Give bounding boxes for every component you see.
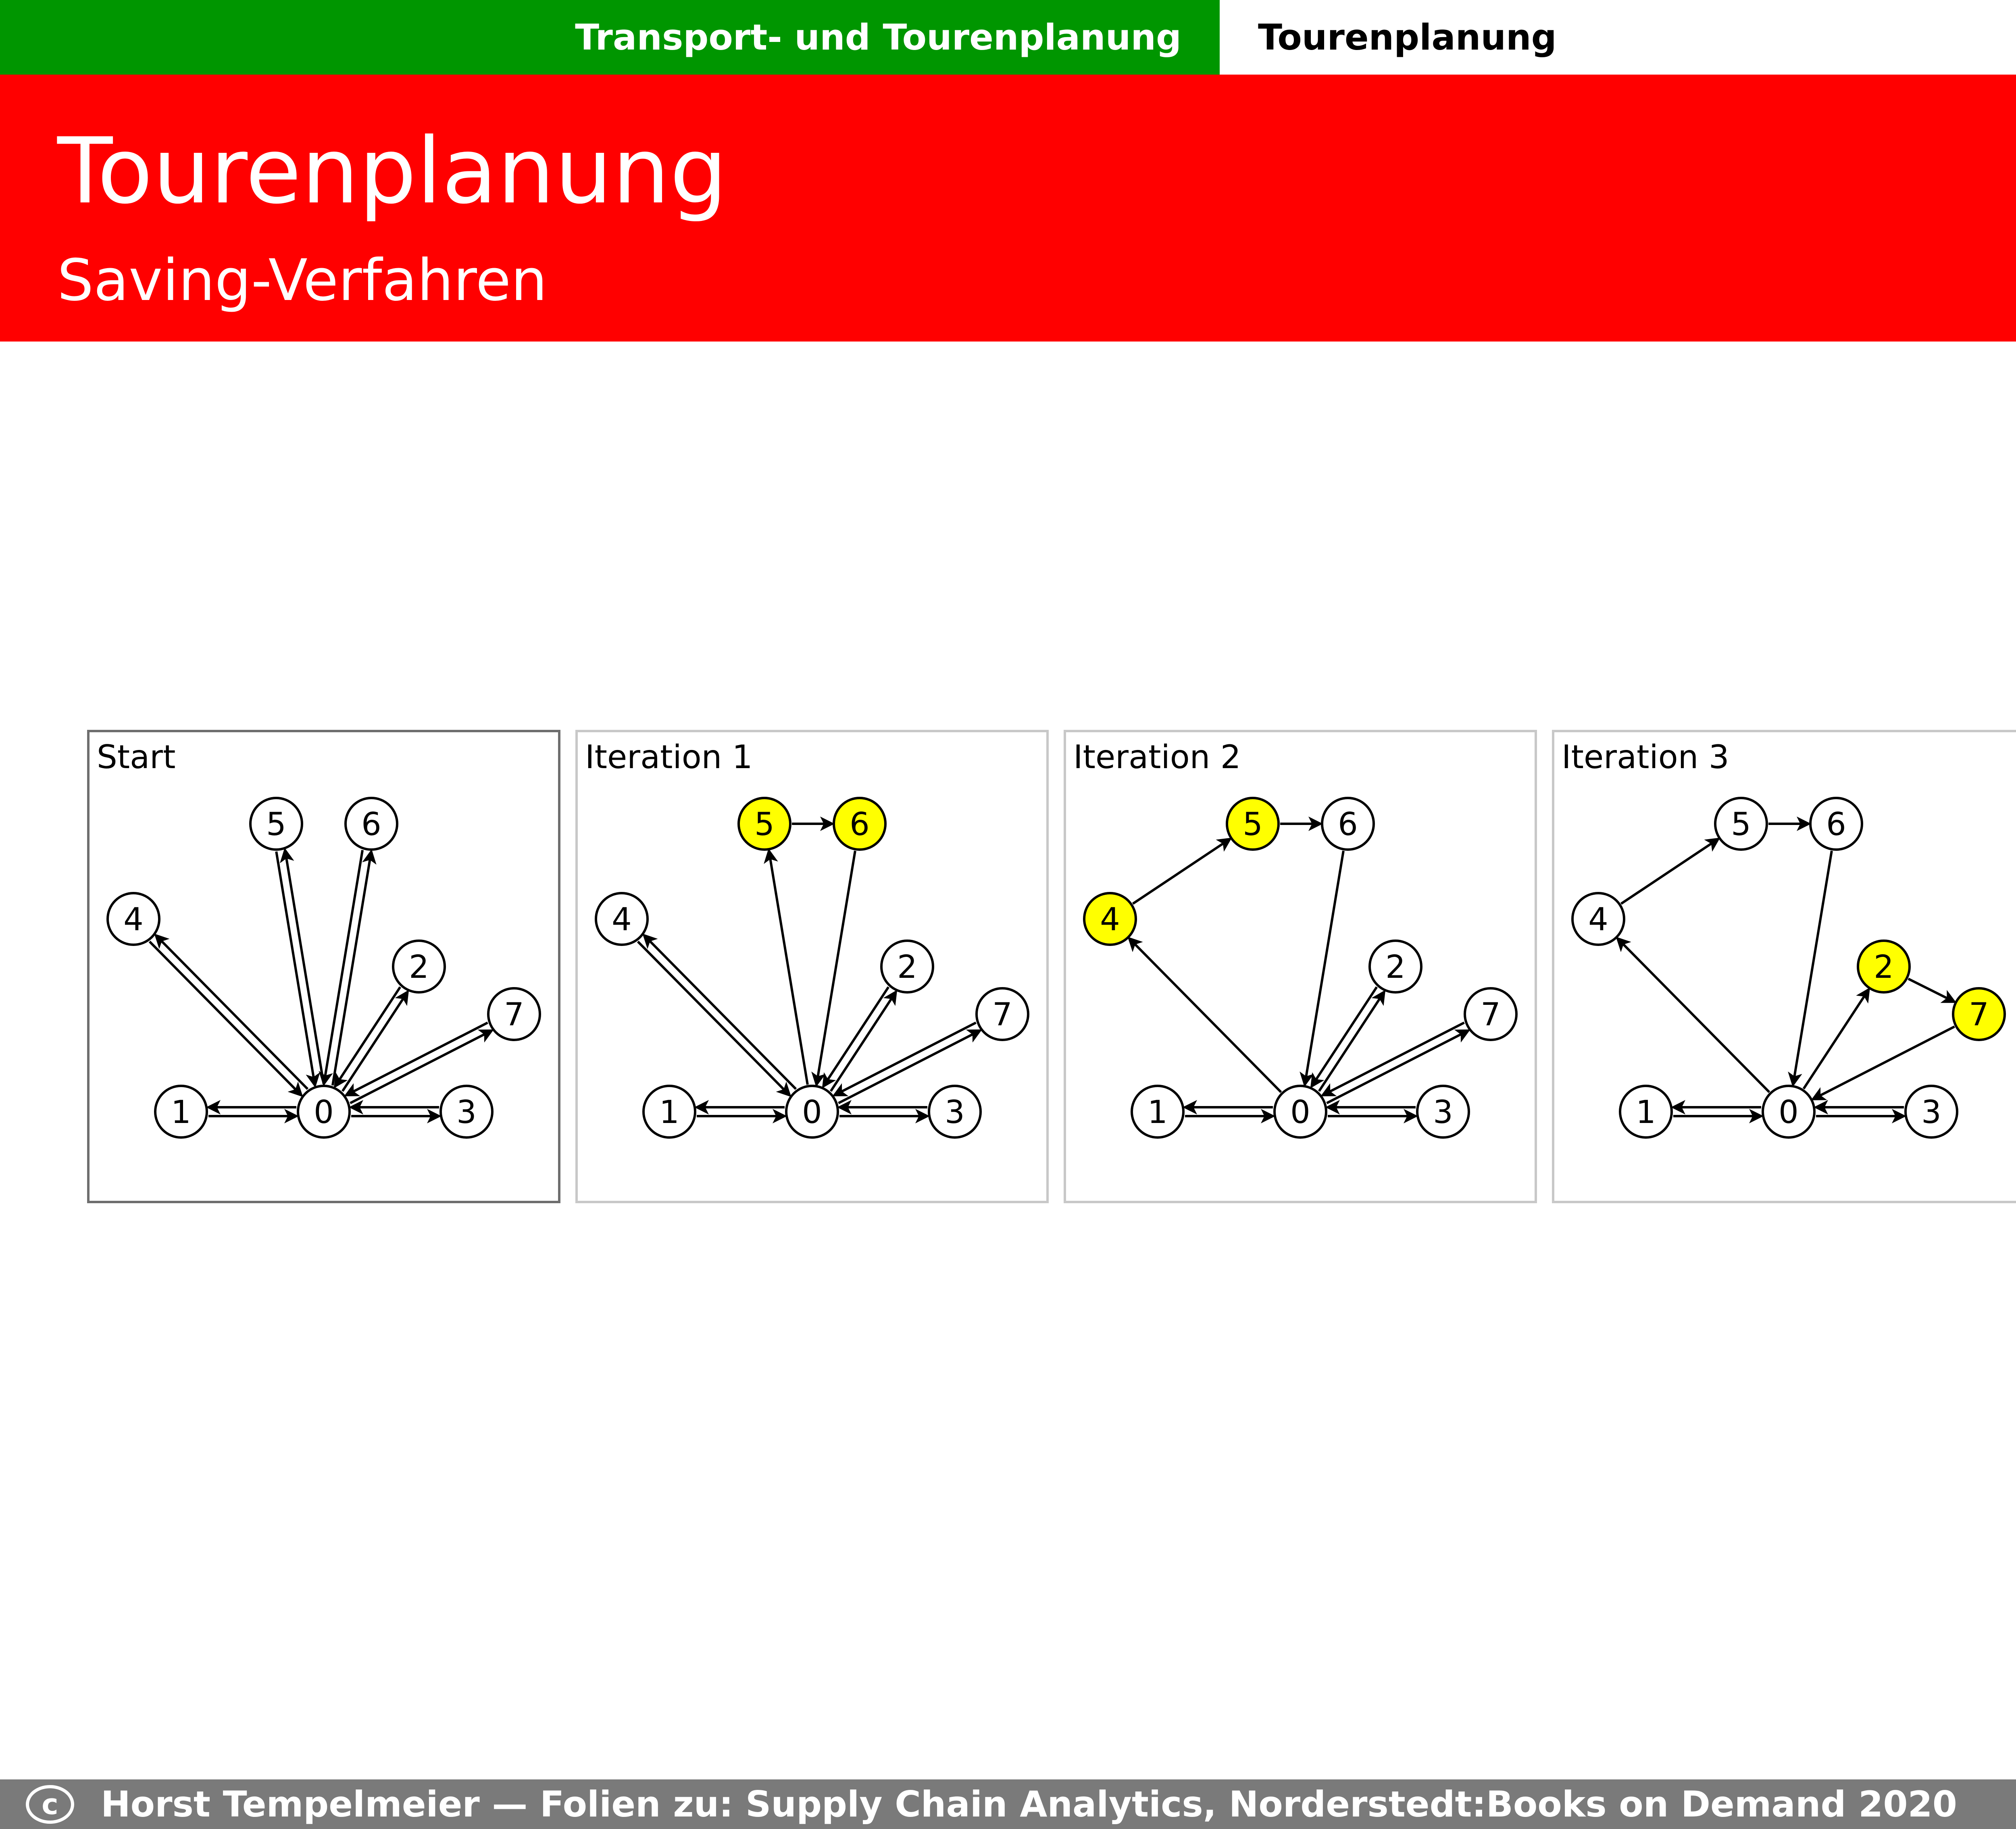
edge-5-0 [276,852,315,1085]
node-5 [1715,798,1767,850]
edge-0-5 [769,851,808,1085]
edge-0-4 [1618,938,1769,1092]
footer-citation: Horst Tempelmeier — Folien zu: Supply Chain Analytics, Norderstedt:Books on Demand 2020 [101,1783,1958,1825]
graph-panel-iteration-3 [1552,730,2016,1203]
svg-text:6: 6 [1338,806,1358,843]
svg-text:6: 6 [361,806,381,843]
edge-0-2 [831,992,896,1091]
edge-6-0 [816,851,855,1085]
node-3 [1417,1086,1469,1137]
panel-label: Start [97,738,176,776]
svg-text:2: 2 [409,949,429,985]
edge-7-0 [346,1023,487,1095]
route-graph [90,732,558,1201]
node-7 [488,988,540,1040]
svg-text:4: 4 [1588,902,1608,938]
copyright-icon: c [26,1785,74,1824]
title-band [0,75,2016,342]
svg-text:5: 5 [1731,806,1751,843]
subsection-link[interactable]: Tourenplanung [1258,17,1557,58]
edge-6-0 [324,850,362,1084]
node-4 [1084,893,1136,945]
node-4 [108,893,159,945]
svg-text:2: 2 [1874,949,1894,985]
slide-title: Tourenplanung [57,119,727,224]
edge-7-0 [834,1023,976,1095]
panel-label: Iteration 2 [1073,738,1241,776]
edge-6-0 [1305,851,1343,1085]
node-1 [1132,1086,1183,1137]
node-7 [1465,988,1516,1040]
svg-text:4: 4 [123,902,144,938]
section-bar [0,0,1220,75]
edge-6-0 [1793,851,1832,1085]
graph-panel-iteration-2 [1064,730,1537,1203]
node-3 [1906,1086,1957,1137]
graph-panel-start [87,730,560,1203]
node-0 [786,1086,838,1137]
node-0 [1275,1086,1326,1137]
route-graph [1554,732,2016,1201]
edge-0-2 [1319,992,1384,1091]
node-0 [298,1086,350,1137]
svg-text:5: 5 [1243,806,1263,843]
edge-2-7 [1908,979,1954,1002]
svg-text:3: 3 [945,1094,965,1131]
svg-text:7: 7 [1969,997,1989,1033]
node-4 [596,893,648,945]
node-6 [1810,798,1862,850]
node-7 [977,988,1028,1040]
svg-text:0: 0 [802,1094,822,1131]
svg-text:0: 0 [314,1094,334,1131]
node-1 [644,1086,695,1137]
node-2 [881,941,933,992]
route-graph [1066,732,1535,1201]
svg-text:7: 7 [504,997,524,1033]
slide-subtitle: Saving-Verfahren [57,247,548,314]
svg-text:1: 1 [1148,1094,1168,1131]
svg-text:6: 6 [850,806,870,843]
svg-text:0: 0 [1290,1094,1310,1131]
node-4 [1572,893,1624,945]
graph-panel-iteration-1 [575,730,1049,1203]
edge-0-5 [285,850,324,1084]
node-1 [155,1086,207,1137]
panel-label: Iteration 1 [585,738,753,776]
node-6 [1322,798,1374,850]
node-2 [1858,941,1910,992]
svg-text:2: 2 [897,949,917,985]
edge-0-4 [1129,938,1281,1092]
edge-0-4 [156,935,308,1089]
node-2 [1370,941,1421,992]
edge-4-5 [1621,839,1718,904]
node-3 [441,1086,492,1137]
node-6 [834,798,885,850]
svg-text:3: 3 [1921,1094,1941,1131]
edge-0-2 [1804,989,1868,1089]
svg-text:4: 4 [1100,902,1120,938]
edge-0-6 [333,852,371,1085]
node-0 [1763,1086,1814,1137]
svg-text:2: 2 [1385,949,1406,985]
footer-bar [0,1779,2016,1829]
edge-4-0 [638,942,789,1095]
node-6 [346,798,397,850]
edge-0-2 [342,992,407,1091]
svg-text:6: 6 [1826,806,1846,843]
section-link[interactable]: Transport- und Tourenplanung [575,17,1181,58]
node-5 [739,798,790,850]
node-5 [1227,798,1279,850]
section-navigation-bar [0,0,2016,75]
node-1 [1620,1086,1672,1137]
svg-text:3: 3 [1433,1094,1453,1131]
node-5 [250,798,302,850]
svg-text:1: 1 [659,1094,679,1131]
svg-text:7: 7 [992,997,1012,1033]
node-2 [393,941,445,992]
edge-0-4 [644,935,796,1089]
svg-text:0: 0 [1779,1094,1799,1131]
edge-4-5 [1133,839,1230,904]
panel-label: Iteration 3 [1562,738,1729,776]
route-graph [578,732,1046,1201]
edge-4-0 [150,942,301,1095]
svg-text:4: 4 [612,902,632,938]
svg-text:1: 1 [171,1094,191,1131]
edge-7-0 [1322,1023,1464,1095]
svg-text:7: 7 [1481,997,1501,1033]
svg-text:5: 5 [266,806,286,843]
subsection-bar [1220,0,2016,75]
node-3 [929,1086,981,1137]
svg-text:1: 1 [1636,1094,1656,1131]
svg-text:5: 5 [754,806,775,843]
node-7 [1953,988,2005,1040]
svg-text:3: 3 [456,1094,477,1131]
